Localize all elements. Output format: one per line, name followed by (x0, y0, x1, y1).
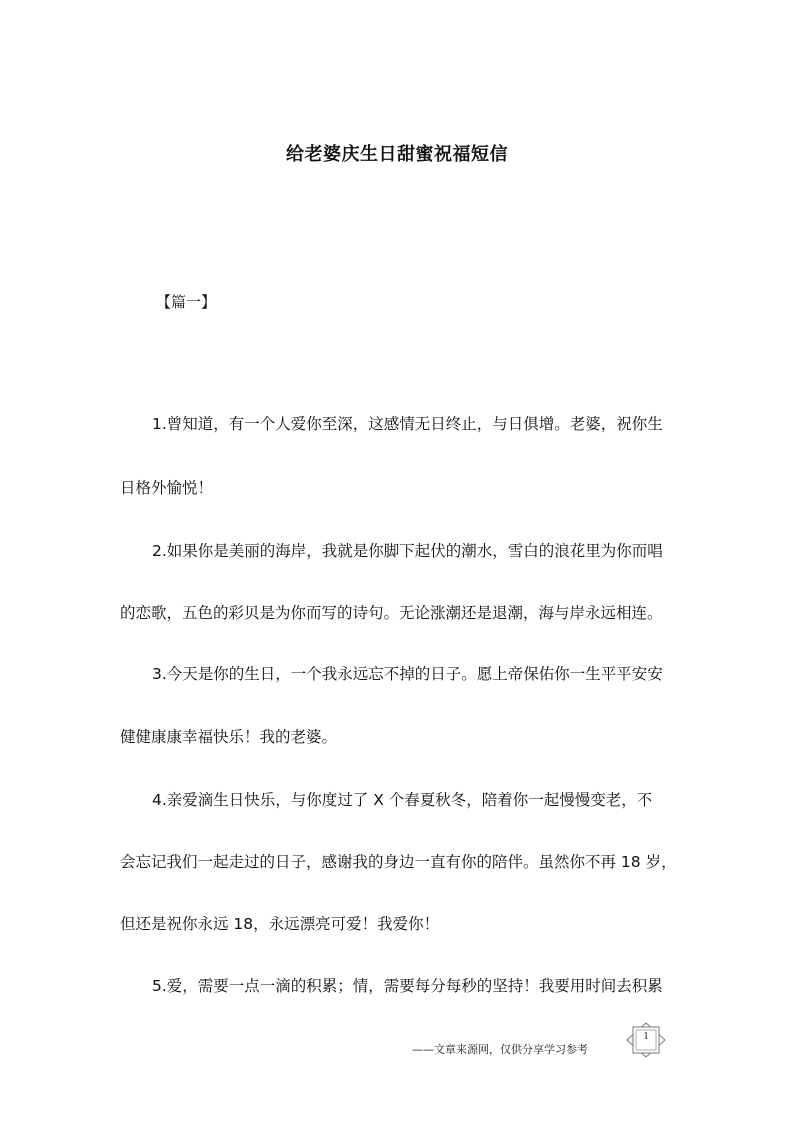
paragraph-4-line-3: 但还是祝你永远 18，永远漂亮可爱！我爱你！ (120, 915, 440, 933)
document-title: 给老婆庆生日甜蜜祝福短信 (286, 144, 508, 165)
page-number-badge (626, 1022, 666, 1058)
paragraph-1-line-2: 日格外愉悦！ (120, 479, 214, 497)
page-number: 1 (643, 1031, 649, 1042)
paragraph-3-line-1: 3.今天是你的生日，一个我永远忘不掉的日子。愿上帝保佑你一生平平安安 (152, 665, 663, 683)
paragraph-5-line-1: 5.爱，需要一点一滴的积累；情，需要每分每秒的坚持！我要用时间去积累 (152, 977, 663, 995)
paragraph-4-line-2: 会忘记我们一起走过的日子，感谢我的身边一直有你的陪伴。虽然你不再 18 岁， (120, 853, 677, 871)
footer-source-note: ——文章来源网，仅供分享学习参考 (412, 1043, 588, 1056)
section-heading: 【篇一】 (156, 293, 217, 311)
paragraph-3-line-2: 健健康康幸福快乐！我的老婆。 (120, 728, 338, 746)
paragraph-2-line-2: 的恋歌，五色的彩贝是为你而写的诗句。无论涨潮还是退潮，海与岸永远相连。 (120, 604, 663, 622)
paragraph-4-line-1: 4.亲爱滴生日快乐，与你度过了 X 个春夏秋冬，陪着你一起慢慢变老，不 (152, 791, 653, 809)
paragraph-2-line-1: 2.如果你是美丽的海岸，我就是你脚下起伏的潮水，雪白的浪花里为你而唱 (152, 542, 663, 560)
paragraph-1-line-1: 1.曾知道，有一个人爱你至深，这感情无日终止，与日俱增。老婆，祝你生 (152, 415, 663, 433)
